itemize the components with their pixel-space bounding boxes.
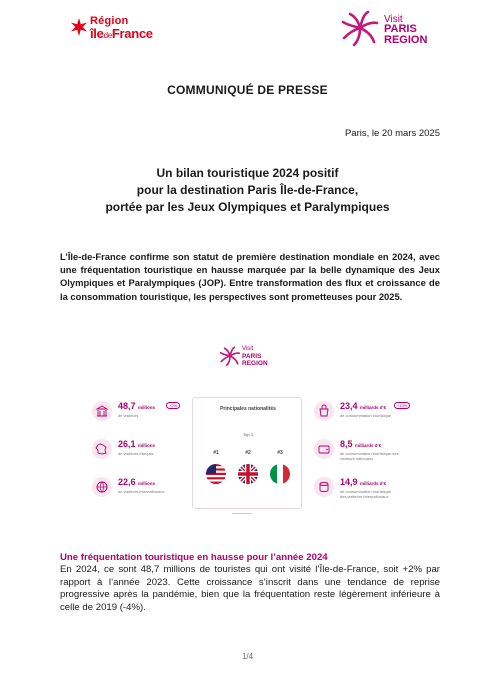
stat-value: 22,6 millions bbox=[118, 477, 156, 487]
stat-value: 23,4 milliards d’€ bbox=[340, 401, 387, 411]
stat-badge: +13% bbox=[394, 402, 410, 409]
shopping-icon bbox=[314, 401, 334, 421]
usa-flag-icon bbox=[206, 464, 226, 484]
visit-burst-icon bbox=[219, 345, 241, 367]
stat-badge: +2% bbox=[166, 402, 180, 409]
infographic-logo-line1: Visit bbox=[242, 346, 254, 352]
stat-description: de visiteurs bbox=[118, 413, 139, 418]
wallet-icon bbox=[314, 439, 334, 459]
uk-flag-icon bbox=[238, 464, 258, 484]
region-logo-line1: Région bbox=[90, 15, 129, 27]
stat-value: 14,9 milliards d’€ bbox=[340, 477, 387, 487]
headline-line: Un bilan touristique 2024 positif bbox=[156, 166, 339, 180]
stat-description: de visiteurs internationaux bbox=[118, 489, 165, 494]
visit-logo-line1: Visit bbox=[384, 14, 403, 25]
headline-line: portée par les Jeux Olympiques et Paralympiques bbox=[105, 200, 390, 214]
stat-description: de consommation touristique des visiteurs internationaux bbox=[340, 489, 392, 499]
infographic bbox=[92, 345, 408, 517]
section-title: Une fréquentation touristique en hausse pour l’année 2024 bbox=[60, 552, 328, 563]
intro-paragraph: L’Île-de-France confirme son statut de première destination mondiale en 2024, avec une fréquentation touristique en hausse marquée par la belle dynamique des Jeux Olympiques et Paralympiques (JOP). Entre transformation des flux et croissance de la consommation touristique, les perspectives sont prometteuses pour 2025. bbox=[60, 251, 440, 302]
region-ile-de-france-logo bbox=[70, 14, 180, 42]
region-star-icon bbox=[70, 18, 88, 36]
section-paragraph: En 2024, ce sont 48,7 millions de touristes qui ont visité l’Île-de-France, soit +2% par rapport à l’année 2023. Cette croissance s’inscrit dans une tendance de reprise progressive après la pandémie, bien que la fréquentation reste légèrement inférieure à celle de 2019 (-4%). bbox=[60, 564, 440, 613]
rank-1: #1 bbox=[213, 450, 219, 456]
infographic-visit-logo bbox=[219, 345, 289, 375]
stat-description: de visiteurs français bbox=[118, 451, 154, 456]
italy-flag-icon bbox=[270, 464, 290, 484]
press-release-title: COMMUNIQUÉ DE PRESSE bbox=[167, 83, 328, 97]
monument-icon bbox=[92, 401, 112, 421]
stat-description: de consommation touristique bbox=[340, 413, 392, 418]
infographic-footnote-rule bbox=[232, 513, 252, 514]
stat-value: 8,5 milliards d’€ bbox=[340, 439, 382, 449]
nationalities-title: Principales nationalités bbox=[220, 406, 276, 412]
top3-label: Top 3 bbox=[243, 432, 253, 437]
main-nationalities-panel bbox=[192, 397, 302, 509]
rank-3: #3 bbox=[277, 450, 283, 456]
page-number: 1/4 bbox=[241, 652, 254, 661]
visit-burst-icon bbox=[340, 8, 380, 48]
dateline: Paris, le 20 mars 2025 bbox=[344, 128, 440, 139]
infographic-logo-name: PARIS REGION bbox=[242, 353, 268, 367]
coins-icon bbox=[314, 477, 334, 497]
france-map-icon bbox=[92, 439, 112, 459]
visit-logo-name: PARIS REGION bbox=[384, 23, 428, 46]
headline bbox=[0, 165, 495, 216]
globe-icon bbox=[92, 477, 112, 497]
headline-line: pour la destination Paris Île-de-France, bbox=[136, 183, 359, 197]
visit-paris-region-logo bbox=[340, 8, 440, 48]
region-logo-line2: îledeFrance bbox=[90, 26, 153, 41]
stat-description: de consommation touristique des visiteurs nationaux bbox=[340, 451, 399, 461]
stat-value: 26,1 millions bbox=[118, 439, 156, 449]
stat-value: 48,7 millions bbox=[118, 401, 156, 411]
rank-2: #2 bbox=[245, 450, 251, 456]
